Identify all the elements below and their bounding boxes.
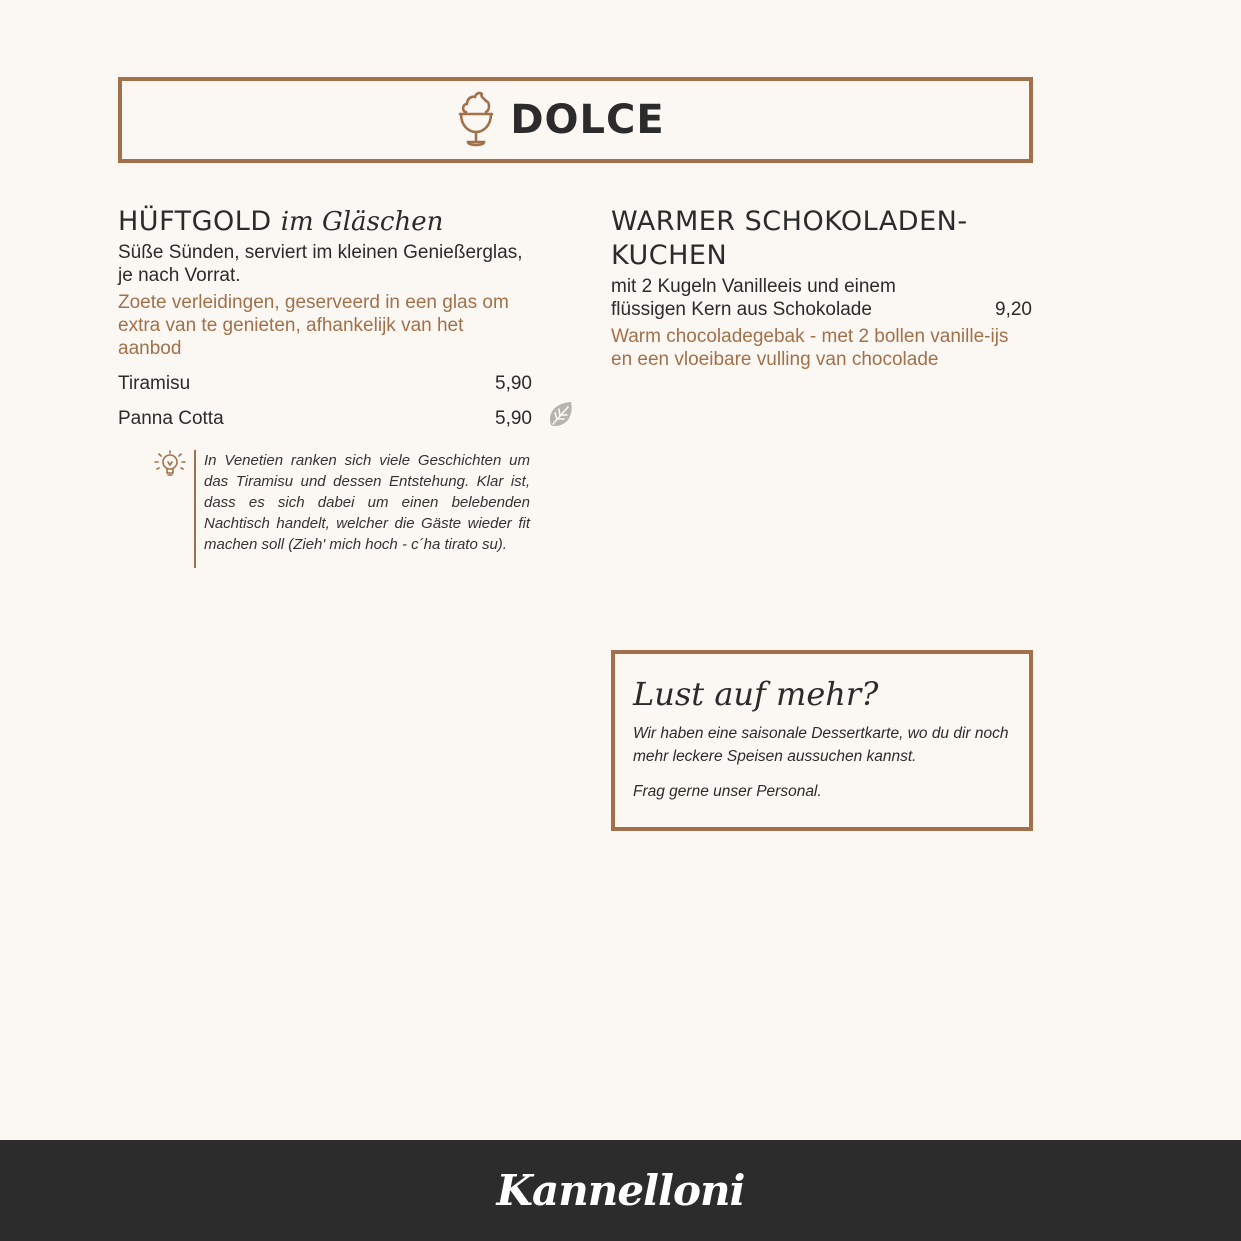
dessert-card-notice [611,650,1033,831]
menu-item-tiramisu [118,372,532,395]
hueftgold-title-main: HÜFTGOLD [118,206,272,237]
schokoladenkuchen-description-nl: Warm chocoladegebak - met 2 bollen vanille-ijs en een vloeibare vulling van chocolade [611,326,1009,370]
hueftgold-description-nl: Zoete verleidingen, geserveerd in een glas om extra van te genieten, afhankelijk van het aanbod [118,292,509,359]
page-title: DOLCE [510,97,665,143]
menu-item-panna-cotta [118,407,532,430]
schokoladenkuchen-price-line [611,273,1032,321]
brand-logo: Kannelloni [496,1166,745,1215]
schokoladenkuchen-title: WARMER SCHOKOLADEN-KUCHEN [611,206,968,271]
hueftgold-section [118,205,532,430]
footer [0,1140,1241,1241]
hueftgold-description-de: Süße Sünden, serviert im kleinen Genießerglas, je nach Vorrat. [118,242,523,286]
item-name: Tiramisu [118,373,191,394]
hueftgold-title-script: im Gläschen [280,207,444,237]
tip-text: In Venetien ranken sich viele Geschichten um das Tiramisu und dessen Entstehung. Klar ist, dass es sich dabei um einen belebenden Nachtisch handelt, welcher die Gäste wieder fit machen soll (Zieh' mich hoch - c´ha tirato su). [204,452,530,553]
vegetarian-leaf-icon [545,399,577,431]
notice-text: Wir haben eine saisonale Dessertkarte, wo du dir noch mehr leckere Speisen aussuchen kannst. [633,725,1009,765]
notice-hint: Frag gerne unser Personal. [633,783,822,800]
schokoladenkuchen-section [611,205,1032,371]
item-price: 5,90 [495,408,532,429]
item-price: 9,20 [995,299,1032,320]
item-name: Panna Cotta [118,408,224,429]
schokoladenkuchen-description-de: mit 2 Kugeln Vanilleeis und einem flüssigen Kern aus Schokolade [611,276,896,320]
hueftgold-title [118,205,532,239]
section-header [118,77,1033,163]
notice-heading: Lust auf mehr? [633,675,879,713]
item-price: 5,90 [495,373,532,394]
tiramisu-fun-fact [153,450,531,568]
tip-divider [194,450,196,568]
ice-cream-cup-icon [456,90,496,150]
lightbulb-icon [153,450,187,480]
